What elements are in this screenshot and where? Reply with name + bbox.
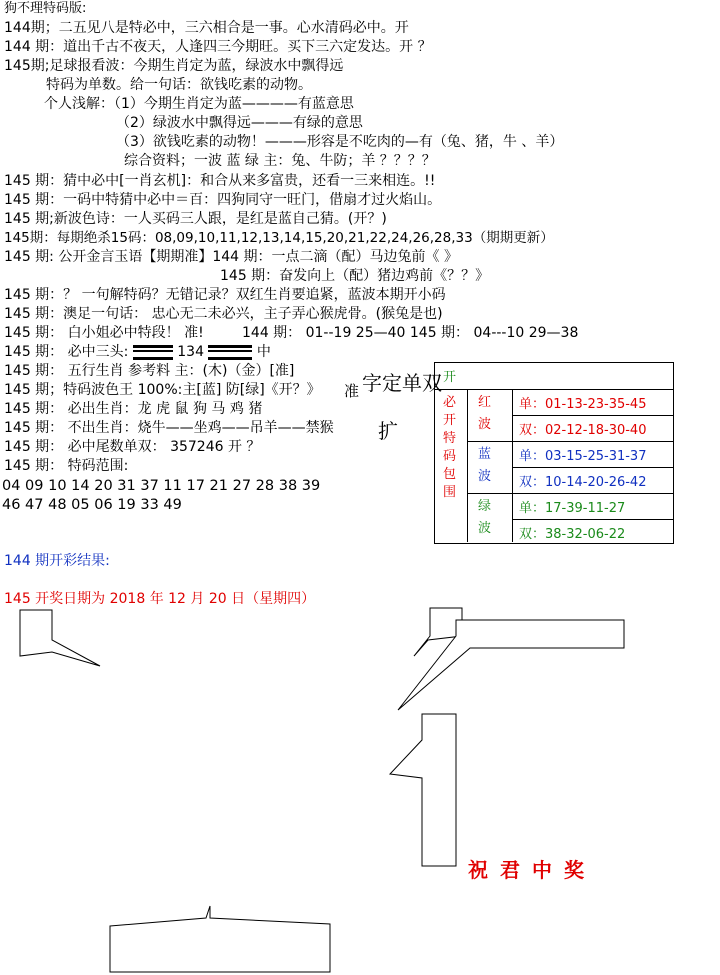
text-line: 144期；二五见八是特必中，三六相合是一事。心水清码必中。开 <box>4 20 409 36</box>
text-line: 145 期：澳足一句话： 忠心无二未必兴，主子弄心猴虎骨。(猴兔是也) <box>4 306 443 322</box>
text-line: （3）欲钱吃素的动物！———形容是不吃肉的—有（兔、猪，牛 、羊） <box>116 134 564 150</box>
text-line: 145 期: 公开金言玉语【期期准】144 期：一点二滴（配）马边兔前《 》 <box>4 249 458 265</box>
group-label-green: 绿波 <box>468 494 513 542</box>
text-line: 145 期；特码波色王 100%:主[蓝] 防[绿]《开？》 <box>4 382 321 398</box>
special-code-package-table <box>434 362 674 544</box>
text-line: 145 期： 特码范围: <box>4 458 129 474</box>
draw-result-label: 144 期开彩结果: <box>4 553 110 569</box>
green-even-cell: 双：38-32-06-22 <box>519 527 626 542</box>
callout-box <box>110 906 330 972</box>
callout-box <box>390 714 456 866</box>
three-heads-suffix: 中 <box>256 344 271 360</box>
text-line: 145 期： 必中尾数单双： 357246 开 ？ <box>4 439 261 455</box>
text-line: 特码为单数。给一句话：欲钱吃素的动物。 <box>46 77 312 93</box>
callout-box <box>20 610 100 666</box>
blue-even-cell: 双：10-14-20-26-42 <box>513 468 673 494</box>
text-line: 144 期：道出千古不夜天，人逢四三今期旺。买下三六定发达。开 ？ <box>4 39 432 55</box>
package-header: 开 <box>435 363 673 390</box>
page-title: 狗不理特码版: <box>4 1 87 16</box>
text-line: 145 期： 不出生肖：烧牛——坐鸡——吊羊——禁猴 <box>4 420 334 436</box>
text-line: 145 期： 五行生肖 参考料 主：(木)（金）[准] <box>4 363 295 379</box>
bar-mark <box>133 345 173 360</box>
text-line: 145 期;新波色诗：一人买码三人跟，是红是蓝自己猜。(开？) <box>4 211 387 227</box>
blue-odd-cell: 单：03-15-25-31-37 <box>513 442 673 468</box>
three-heads-label: 145 期： 必中三头: <box>4 344 129 360</box>
three-heads-value: 134 <box>177 344 204 360</box>
group-label-blue: 蓝波 <box>468 442 513 494</box>
handwritten-mark: 扩 <box>378 419 398 443</box>
text-line: 145期;足球报看波：今期生肖定为蓝，绿波水中飘得远 <box>4 58 344 74</box>
number-range: 46 47 48 05 06 19 33 49 <box>2 497 182 513</box>
blessing-text: 祝君中奖 <box>468 858 596 882</box>
text-line: 145 期： 白小姐必中特段！ 准! <box>4 325 204 341</box>
number-range: 04 09 10 14 20 31 37 11 17 21 27 28 38 39 <box>2 478 321 494</box>
text-line: 145 期：？ 一句解特码？无错记录？双红生肖要追紧，蓝波本期开小码 <box>4 287 446 303</box>
text-line: 综合资料；一波 蓝 绿 主：兔、牛防；羊 ？？？？ <box>124 153 436 169</box>
text-line: （2）绿波水中飘得远———有绿的意思 <box>116 115 363 131</box>
draw-date: 145 开奖日期为 2018 年 12 月 20 日（星期四） <box>4 591 316 607</box>
text-line <box>4 343 271 361</box>
text-line: 144 期： 01--19 25—40 145 期： 04---10 29—38 <box>242 325 579 341</box>
text-line: 145 期：猜中必中[一肖玄机]：和合从来多富贵，还看一三来相连。!! <box>4 173 436 189</box>
callout-shapes <box>0 600 720 975</box>
red-odd-cell: 单：01-13-23-35-45 <box>513 390 673 416</box>
package-vertical-label: 必开特码包围 <box>435 390 468 542</box>
handwritten-mark: 字定单双 <box>362 371 442 395</box>
handwritten-mark: 准 <box>344 382 360 400</box>
green-odd-cell: 单：17-39-11-27 <box>513 494 673 520</box>
text-line: 145 期：奋发向上（配）猪边鸡前《？？》 <box>220 268 490 284</box>
text-line: 145期：每期绝杀15码：08,09,10,11,12,13,14,15,20,21,22,24,26,28,33（期期更新） <box>4 230 554 246</box>
text-line: 个人浅解：（1）今期生肖定为蓝————有蓝意思 <box>44 96 354 112</box>
group-label-red: 红波 <box>468 390 513 442</box>
text-line: 145 期： 必出生肖：龙 虎 鼠 狗 马 鸡 猪 <box>4 401 263 417</box>
red-even-cell: 双：02-12-18-30-40 <box>513 416 673 442</box>
bar-mark <box>208 345 252 360</box>
text-line: 145 期：一码中特猜中必中＝百：四狗同守一旺门，借扇才过火焰山。 <box>4 192 442 208</box>
